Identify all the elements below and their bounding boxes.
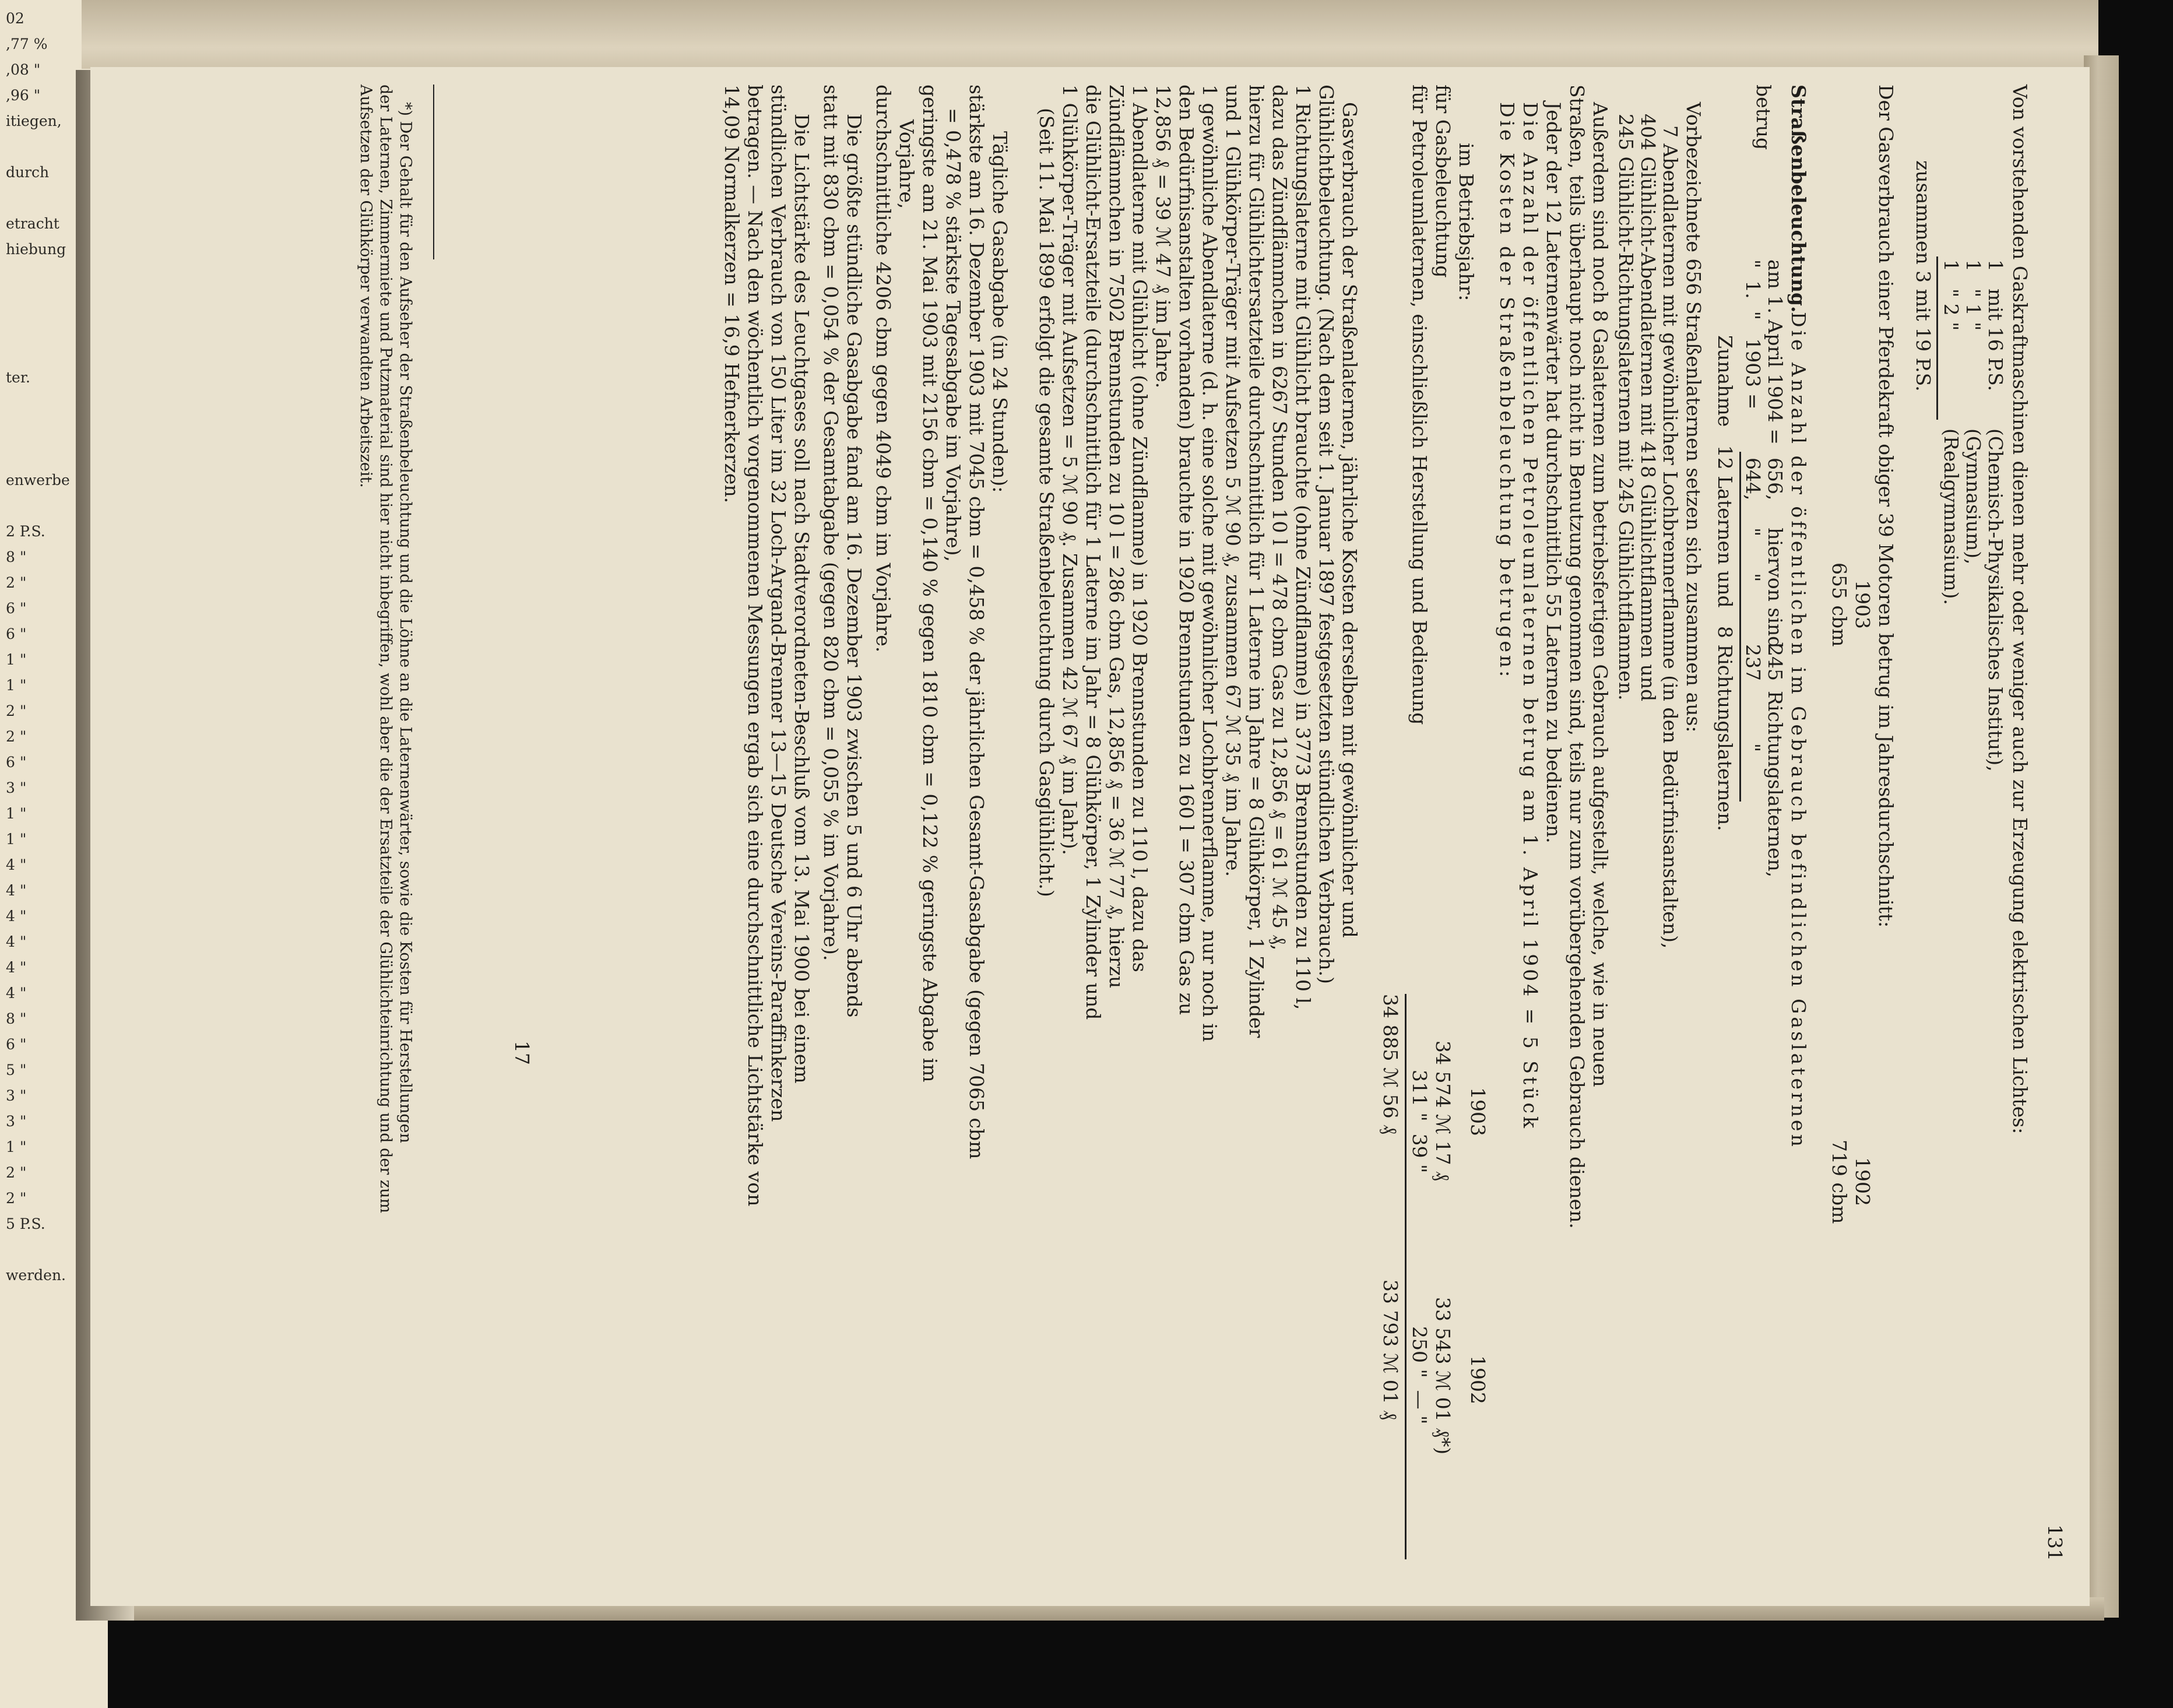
motor-spec-2: " 1 " — [1962, 289, 1985, 331]
light-line: betragen. — Nach den wöchentlich vorgenommenen Messungen ergab sich eine durchschnittliche Lichtstärke von — [744, 85, 766, 1207]
costs-row2-label: für Petroleumlaternen, einschließlich Herstellung und Bedienung — [1408, 85, 1431, 725]
extra-line-2: Straßen, teils überhaupt noch nicht in Benutzung genommen sind, teils nur zum vorübergehenden Gebrauch dienen. — [1566, 85, 1588, 1229]
costs-row1-label: für Gasbeleuchtung — [1432, 85, 1454, 278]
street-row1-prefix: am 1. April 1904 = — [1764, 259, 1787, 445]
consumption-line: 1 Richtungslaterne mit Glühlicht brauchte (ohne Zündflamme) in 3773 Brennstunden zu 110 l, — [1292, 85, 1314, 1010]
consumption-line: Glühlichtbeleuchtung. (Nach dem seit 1. Januar 1897 festgesetzten stündlichen Verbrauch.) — [1315, 85, 1338, 984]
light-line: 14,09 Normalkerzen = 16,9 Hefnerkerzen. — [720, 85, 743, 504]
costs-total-1902: 33 793 ℳ 01 ₰ — [1379, 1280, 1402, 1420]
consumption-line: die Glühlicht-Ersatzteile (durchschnittlich für 1 Laterne im Jahr = 8 Glühkörper, 1 Zylinder und — [1082, 85, 1105, 1020]
book-top-edge — [82, 0, 2098, 69]
daily-line: stärkste am 16. Dezember 1903 mit 7045 cbm = 0,458 % der jährlichen Gesamt-Gasabgabe (gegen 7065 cbm — [965, 85, 988, 1159]
costs-row1-1903: 34 574 ℳ 17 ₰ — [1432, 1041, 1454, 1181]
lamplighter-line: Jeder der 12 Laternenwärter hat durchschnittlich 55 Laternen zu bedienen. — [1542, 102, 1565, 844]
consumption-line: dazu das Zündflämmchen in 6267 Stunden 10 l = 478 cbm Gas zu 12,856 ₰ = 61 ℳ 45 ₰, — [1268, 85, 1291, 951]
street-row2-prefix: " 1. " 1903 = — [1742, 259, 1764, 410]
costs-year-1902: 1902 — [1467, 1355, 1489, 1404]
motors-rule — [1936, 256, 1938, 420]
daily-line: Tägliche Gasabgabe (in 24 Stunden): — [989, 131, 1011, 493]
street-betrug: betrug — [1752, 85, 1775, 150]
costs-row2-1902: 250 " — " — [1408, 1326, 1431, 1425]
daily-line: = 0,478 % stärkste Tagesabgabe im Vorjahre), — [942, 108, 965, 562]
street-row1-num: 245 — [1764, 644, 1787, 681]
motor-count-3: 1 — [1940, 259, 1963, 272]
motors-total: zusammen 3 mit 19 P.S. — [1912, 160, 1935, 392]
gas-use-year-1903: 1903 — [1851, 580, 1874, 629]
composition-line-3: 245 Glühlicht-Richtungslaternen mit 245 Glühlichtflammen. — [1615, 114, 1637, 701]
extra-line-1: Außerdem sind noch 8 Gaslaternen zum betriebsfertigen Gebrauch aufgestellt, welche, wie in neuen — [1589, 102, 1612, 1087]
gas-use-value-1903: 655 cbm — [1828, 563, 1851, 647]
street-row1-total: 656, — [1764, 458, 1787, 501]
consumption-line: Zündflämmchen in 7502 Brennstunden zu 10 l = 286 cbm Gas, 12,856 ₰ = 36 ℳ 77 ₰, hierzu — [1105, 85, 1128, 989]
light-line: Die Lichtstärke des Leuchtgases soll nach Stadtverordneten-Beschluß vom 13. Mai 1900 bei einem — [790, 114, 813, 1084]
costs-subtitle: im Betriebsjahr: — [1455, 143, 1478, 301]
costs-rule — [1405, 994, 1407, 1559]
petroleum-line: Die Anzahl der öffentlichen Petroleumlaternen betrug am 1. April 1904 = 5 Stück — [1519, 102, 1542, 1131]
hourly-line: statt mit 830 cbm = 0,054 % der Gesamtabgabe (gegen 820 cbm = 0,055 % im Vorjahre). — [820, 85, 842, 961]
motor-count-1: 1 — [1984, 259, 2007, 272]
street-heading: Straßenbeleuchtung. — [1787, 85, 1810, 313]
composition-line-2: 404 Glühlicht-Abendlaternen mit 418 Glühlichtflammen und — [1637, 114, 1659, 702]
previous-page-text: 02 ,77 % ,08 " ,96 " itiegen, durch etracht hiebung ter. enwerbe 2 P.S. 8 " 2 " 6 " 6 " 1 " 1 " 2 " 2 " 6 " 3 " 1 " 1 " 4 " 4 " 4 " 4 " 4 " 4 " 8 " 6 " 5 " 3 " 3 " 1 " 2 " 2 " 5 P.S. werden. — [6, 10, 70, 1284]
street-increase: Zunahme 12 Laternen und 8 Richtungslaternen. — [1714, 335, 1736, 831]
motor-spec-1: mit 16 P.S. — [1984, 289, 2007, 392]
motor-where-3: (Realgymnasium). — [1940, 428, 1963, 605]
gas-use-year-1902: 1902 — [1851, 1157, 1874, 1206]
daily-line: geringste am 21. Mai 1903 mit 2156 cbm = 0,140 % gegen 1810 cbm = 0,122 % geringste Abgabe im — [919, 85, 941, 1083]
book-page — [90, 67, 2090, 1606]
consumption-line: 1 Glühkörper-Träger mit Aufsetzen = 5 ℳ 90 ₰. Zusammen 42 ℳ 67 ₰ im Jahr). — [1059, 85, 1081, 855]
composition-intro: Vorbezeichnete 656 Straßenlaternen setzen sich zusammen aus: — [1682, 102, 1705, 733]
motor-spec-3: " 2 " — [1940, 289, 1963, 331]
street-row1-text: hiervon sind — [1764, 528, 1787, 649]
intro-line: Von vorstehenden Gaskraftmaschinen dienen mehr oder weniger auch zur Erzeugung elektrischen Lichtes: — [2009, 85, 2031, 1134]
light-line: stündlichen Verbrauch von 150 Liter im 32 Loch-Argand-Brenner 13—15 Deutsche Vereins-Paraffinkerzen — [767, 85, 790, 1122]
street-rule — [1739, 452, 1741, 802]
street-row1-suffix: Richtungslaternen, — [1764, 691, 1787, 878]
costs-row1-1902: 33 543 ℳ 01 ₰*) — [1432, 1297, 1454, 1455]
street-count-line: Die Anzahl der öffentlichen im Gebrauch befindlichen Gaslaternen — [1787, 312, 1810, 1150]
composition-line-1: 7 Abendlaternen mit gewöhnlicher Lochbrennerflamme (in den Bedürfnisanstalten), — [1659, 125, 1682, 949]
footnote-line: Aufsetzen der Glühkörper verwandten Arbeitszeit. — [357, 85, 375, 488]
gas-use-value-1902: 719 cbm — [1828, 1140, 1851, 1224]
street-row2-total: 644, — [1742, 458, 1764, 501]
page-number: 131 — [2044, 1524, 2066, 1561]
consumption-line: den Bedürfnisanstalten vorhanden) brauchte in 1920 Brennstunden zu 160 l = 307 cbm Gas zu — [1175, 85, 1198, 1015]
consumption-line: 1 gewöhnliche Abendlaterne (d. h. eine solche mit gewöhnlicher Lochbrennerflamme, nur noch in — [1198, 85, 1221, 1042]
daily-line: Vorjahre, — [895, 120, 918, 209]
footnote-line: der Laternen, Zimmermiete und Putzmaterial sind hier nicht inbegriffen, wohl aber die der Ersatzteile der Glühlichteinrichtung und der zum — [377, 85, 395, 1214]
costs-intro: Die Kosten der Straßenbeleuchtung betrugen: — [1496, 102, 1518, 680]
consumption-line: und 1 Glühkörper-Träger mit Aufsetzen 5 ℳ 90 ₰, zusammen 67 ℳ 35 ₰ im Jahre. — [1222, 85, 1244, 877]
gas-use-line: Der Gasverbrauch einer Pferdekraft obiger 39 Motoren betrug im Jahresdurchschnitt: — [1875, 85, 1897, 928]
consumption-line: (Seit 11. Mai 1899 erfolgt die gesamte Straßenbeleuchtung durch Gasglühlicht.) — [1035, 108, 1058, 897]
hourly-line: Die größte stündliche Gasabgabe fand am 16. Dezember 1903 zwischen 5 und 6 Uhr abends — [843, 114, 866, 1018]
consumption-line: 1 Abendlaterne mit Glühlicht (ohne Zündflamme) in 1920 Brennstunden zu 110 l, dazu das — [1128, 85, 1151, 972]
consumption-line: 12,856 ₰ = 39 ℳ 47 ₰ im Jahre. — [1152, 85, 1175, 389]
consumption-line: Gasverbrauch der Straßenlaternen, jährliche Kosten derselben mit gewöhnlicher und — [1338, 102, 1361, 938]
motor-where-1: (Chemisch-Physikalisches Institut), — [1984, 428, 2007, 772]
consumption-line: hierzu für Glühlichtersatzteile durchschnittlich für 1 Laterne im Jahre = 8 Glühkörper, 1 Zylinder — [1245, 85, 1268, 1038]
page-content — [178, 85, 2066, 1571]
motor-count-2: 1 — [1962, 259, 1985, 272]
costs-year-1903: 1903 — [1467, 1087, 1489, 1136]
daily-line: durchschnittliche 4206 cbm gegen 4049 cbm im Vorjahre. — [872, 85, 895, 653]
costs-total-1903: 34 885 ℳ 56 ₰ — [1379, 994, 1402, 1134]
costs-row2-1903: 311 " 39 " — [1408, 1070, 1431, 1173]
street-row2-text: " " — [1742, 528, 1764, 582]
footnote-line: *) Der Gehalt für den Aufseher der Straßenbeleuchtung und die Löhne an die Laternenwärter, sowie die Kosten für Herstellungen — [396, 102, 414, 1143]
street-row2-suffix: " — [1742, 743, 1764, 753]
street-row2-num: 237 — [1742, 644, 1764, 681]
footnote-rule — [433, 85, 434, 259]
signature-mark: 17 — [511, 1041, 533, 1065]
motor-where-2: (Gymnasium), — [1962, 428, 1985, 565]
